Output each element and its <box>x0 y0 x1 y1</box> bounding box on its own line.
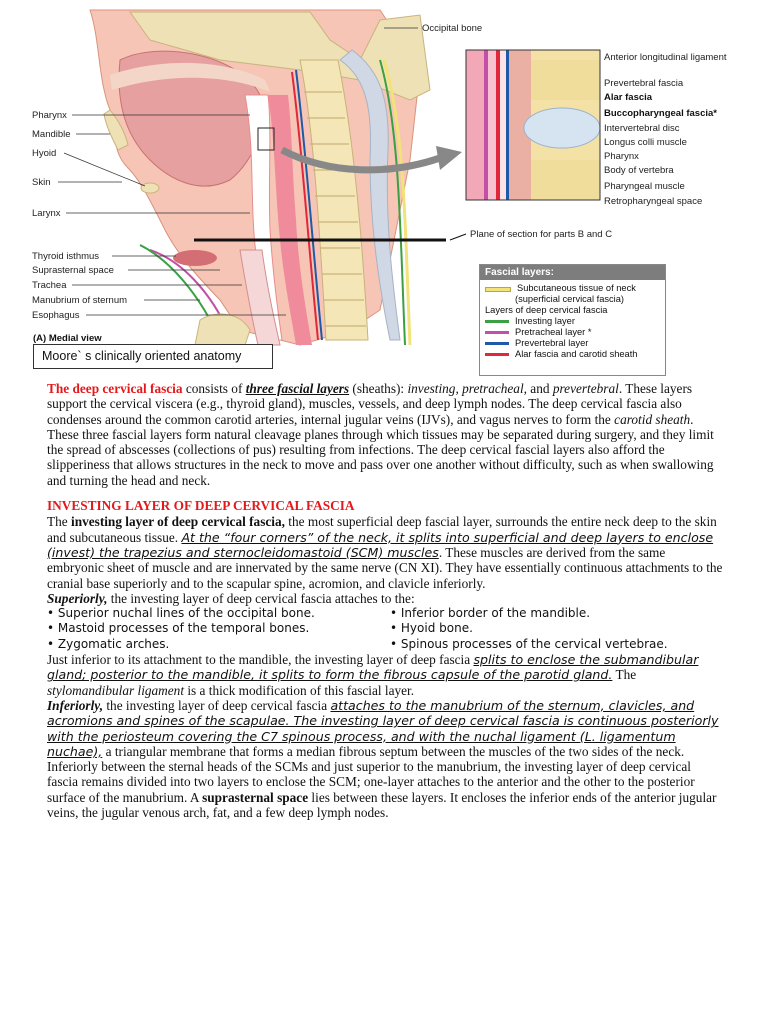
label-buccopharyngeal-fascia: Buccopharyngeal fascia* <box>604 108 717 119</box>
bullet-column-left <box>47 606 390 652</box>
label-medial-view: (A) Medial view <box>33 333 102 344</box>
legend-subtitle-superficial: (superficial cervical fascia) <box>515 294 625 304</box>
bullet-item: • Mastoid processes of the temporal bones. <box>47 621 310 636</box>
label-occipital-bone: Occipital bone <box>422 23 483 34</box>
fascial-layers-legend <box>479 264 666 376</box>
inset-labels <box>604 52 727 207</box>
legend-item-prevertebral <box>480 338 665 349</box>
section-heading: INVESTING LAYER OF DEEP CERVICAL FASCIA <box>47 498 355 514</box>
legend-label: Subcutaneous tissue of neck <box>517 283 636 293</box>
bullet-item: • Spinous processes of the cervical vertebrae. <box>390 636 668 651</box>
legend-item-investing <box>480 316 665 327</box>
legend-title: Fascial layers: <box>480 265 665 280</box>
label-esophagus: Esophagus <box>32 310 80 321</box>
legend-label: Prevertebral layer <box>515 338 589 348</box>
legend-item-subcutaneous <box>480 283 665 294</box>
label-body-of-vertebra: Body of vertebra <box>604 165 674 176</box>
legend-subtitle-deep: Layers of deep cervical fascia <box>485 305 608 315</box>
label-longus-colli: Longus colli muscle <box>604 137 687 148</box>
label-skin: Skin <box>32 177 51 188</box>
label-pharyngeal-muscle: Pharyngeal muscle <box>604 181 685 192</box>
label-suprasternal-space: Suprasternal space <box>32 265 114 276</box>
term-deep-cervical-fascia: The deep cervical fascia <box>47 381 183 396</box>
label-manubrium: Manubrium of sternum <box>32 295 128 306</box>
paragraph-cleavage-planes: These three fascial layers form natural cleavage planes through which tissues may be separated during surgery, and they limit the spread of abscesses (collections of pus) resulting from infections. The deep cervical fascial layers also afford the slipperiness that allows structures in the neck to move and pass over one another without difficulty, such as when swallowing and turning the head and neck. <box>47 426 714 488</box>
legend-label: Pretracheal layer * <box>515 327 592 337</box>
inset-detail <box>466 50 600 200</box>
figure-caption: Moore` s clinically oriented anatomy <box>33 344 273 369</box>
label-anterior-longitudinal-ligament: Anterior longitudinal ligament <box>604 52 727 63</box>
label-mandible: Mandible <box>32 129 71 140</box>
label-prevertebral-fascia: Prevertebral fascia <box>604 78 684 89</box>
label-thyroid-isthmus: Thyroid isthmus <box>32 251 100 262</box>
section-plane-leader <box>450 234 466 240</box>
label-hyoid: Hyoid <box>32 148 57 159</box>
legend-item-pretracheal <box>480 327 665 338</box>
bullet-item: • Inferior border of the mandible. <box>390 606 591 621</box>
anatomy-figure <box>0 0 768 378</box>
legend-swatch <box>485 287 511 292</box>
label-larynx: Larynx <box>32 208 61 219</box>
legend-swatch <box>485 320 509 323</box>
label-alar-fascia: Alar fascia <box>604 92 653 103</box>
label-plane-of-section: Plane of section for parts B and C <box>470 229 613 240</box>
legend-item-alar-carotid <box>480 349 665 360</box>
paragraph-investing: The investing layer of deep cervical fascia, the most superficial deep fascial layer, surrounds the entire neck deep to the skin and subcutaneous tissue. At the “four corners” of the neck, it splits into superficial and deep layers to enclose (invest) the trapezius and sternocleidomastoid (SCM) muscles. These muscles are derived from the same embryonic sheet of muscle and are innervated by the same nerve (CN XI). They have essentially continuous attachments to the cranial base superiorly and to the scapular spine, acromion, and clavicle inferiorly. <box>47 514 723 591</box>
document-body <box>47 381 723 820</box>
bullet-column-right <box>390 606 668 652</box>
paragraph-intro: The deep cervical fascia consists of three fascial layers (sheaths): investing, pretracheal, and prevertebral. These layers support the cervical viscera (e.g., thyroid gland), muscles, vessels, and deep lymph nodes. The deep cervical fascia also condenses around the common carotid arteries, internal jugular veins (IJVs), and vagus nerves to form the carotid sheath. <box>47 381 694 427</box>
paragraph-inferiorly: Inferiorly, the investing layer of deep cervical fascia attaches to the manubrium of the sternum, clavicles, and acromions and spines of the scapulae. The investing layer of deep cervical fascia is continuous posteriorly with the periosteum covering the C7 spinous process, and with the nuchal ligament (L. ligamentum nuchae), a triangular membrane that forms a median fibrous septum between the muscles of the two sides of the neck. Inferiorly between the sternal heads of the SCMs and just superior to the manubrium, the investing layer of deep cervical fascia remains divided into two layers to enclose the SCM; one-layer attaches to the anterior and the other to the posterior surface of the manubrium. A suprasternal space lies between these layers. It encloses the inferior ends of the anterior jugular veins, the jugular venous arch, fat, and a few deep lymph nodes. <box>47 697 719 821</box>
label-intervertebral-disc: Intervertebral disc <box>604 123 680 134</box>
label-pharynx: Pharynx <box>32 110 67 121</box>
bullet-list-superior <box>47 606 723 652</box>
legend-label: Alar fascia and carotid sheath <box>515 349 638 359</box>
legend-swatch <box>485 331 509 334</box>
legend-swatch <box>485 342 509 345</box>
bullet-item: • Superior nuchal lines of the occipital bone. <box>47 606 315 621</box>
bullet-item: • Zygomatic arches. <box>47 636 170 651</box>
label-inset-pharynx: Pharynx <box>604 151 639 162</box>
paragraph-submandibular: Just inferior to its attachment to the mandible, the investing layer of deep fascia splits to enclose the submandibular gland; posterior to the mandible, it splits to form the fibrous capsule of the parotid gland. The stylomandibular ligament is a thick modification of this fascial layer. <box>47 652 699 698</box>
term-three-layers: three fascial layers <box>245 381 350 396</box>
legend-label: Investing layer <box>515 316 575 326</box>
bullet-item: • Hyoid bone. <box>390 621 473 636</box>
paragraph-superiorly: Superiorly, the investing layer of deep cervical fascia attaches to the: <box>47 590 415 606</box>
zoom-arrowhead <box>436 146 462 170</box>
label-trachea: Trachea <box>32 280 67 291</box>
thyroid <box>173 250 217 266</box>
label-retropharyngeal-space: Retropharyngeal space <box>604 196 703 207</box>
hyoid <box>141 183 159 193</box>
legend-swatch <box>485 353 509 356</box>
